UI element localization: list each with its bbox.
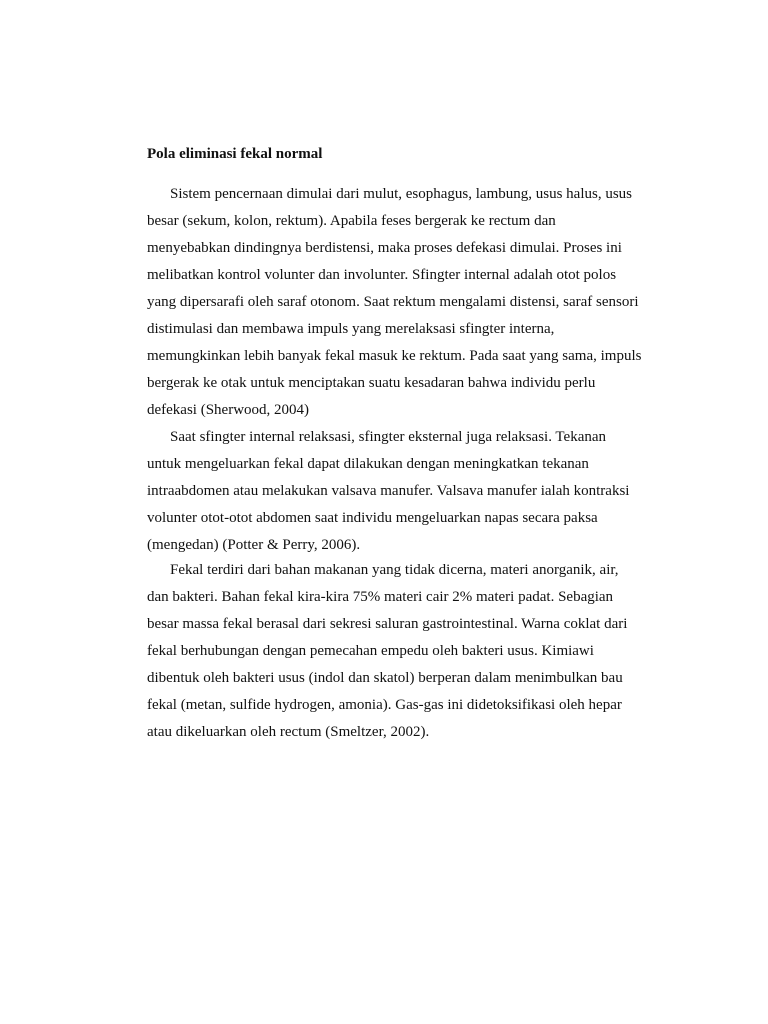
paragraph-1-line: memungkinkan lebih banyak fekal masuk ke rektum. Pada saat yang sama, impuls: [147, 348, 642, 364]
paragraph-1-line: distimulasi dan membawa impuls yang merelaksasi sfingter interna,: [147, 321, 555, 337]
paragraph-1-line: bergerak ke otak untuk menciptakan suatu kesadaran bahwa individu perlu: [147, 375, 596, 391]
paragraph-3-line: fekal berhubungan dengan pemecahan empedu oleh bakteri usus. Kimiawi: [147, 643, 594, 659]
paragraph-1-line: besar (sekum, kolon, rektum). Apabila feses bergerak ke rectum dan: [147, 213, 556, 229]
paragraph-3-line: dan bakteri. Bahan fekal kira-kira 75% materi cair 2% materi padat. Sebagian: [147, 589, 614, 605]
paragraph-3-line: fekal (metan, sulfide hydrogen, amonia). Gas-gas ini didetoksifikasi oleh hepar: [147, 697, 622, 713]
paragraph-3-line: Fekal terdiri dari bahan makanan yang tidak dicerna, materi anorganik, air,: [170, 562, 619, 578]
paragraph-2-line: (mengedan) (Potter & Perry, 2006).: [147, 537, 361, 553]
paragraph-1-line: yang dipersarafi oleh saraf otonom. Saat rektum mengalami distensi, saraf sensori: [147, 294, 639, 310]
paragraph-1-line: menyebabkan dindingnya berdistensi, maka proses defekasi dimulai. Proses ini: [147, 240, 622, 256]
section-heading: Pola eliminasi fekal normal: [147, 146, 323, 162]
paragraph-3-line: atau dikeluarkan oleh rectum (Smeltzer, 2002).: [147, 724, 430, 740]
paragraph-1-line: melibatkan kontrol volunter dan involunter. Sfingter internal adalah otot polos: [147, 267, 617, 283]
paragraph-1-line: Sistem pencernaan dimulai dari mulut, esophagus, lambung, usus halus, usus: [170, 186, 633, 202]
paragraph-2-line: untuk mengeluarkan fekal dapat dilakukan dengan meningkatkan tekanan: [147, 456, 589, 472]
paragraph-2-line: Saat sfingter internal relaksasi, sfingter eksternal juga relaksasi. Tekanan: [170, 429, 607, 445]
paragraph-2-line: volunter otot-otot abdomen saat individu mengeluarkan napas secara paksa: [147, 510, 598, 526]
paragraph-3-line: besar massa fekal berasal dari sekresi saluran gastrointestinal. Warna coklat dari: [147, 616, 628, 632]
paragraph-1-line: defekasi (Sherwood, 2004): [147, 402, 310, 418]
paragraph-2-line: intraabdomen atau melakukan valsava manufer. Valsava manufer ialah kontraksi: [147, 483, 630, 499]
paragraph-3-line: dibentuk oleh bakteri usus (indol dan skatol) berperan dalam menimbulkan bau: [147, 670, 623, 686]
